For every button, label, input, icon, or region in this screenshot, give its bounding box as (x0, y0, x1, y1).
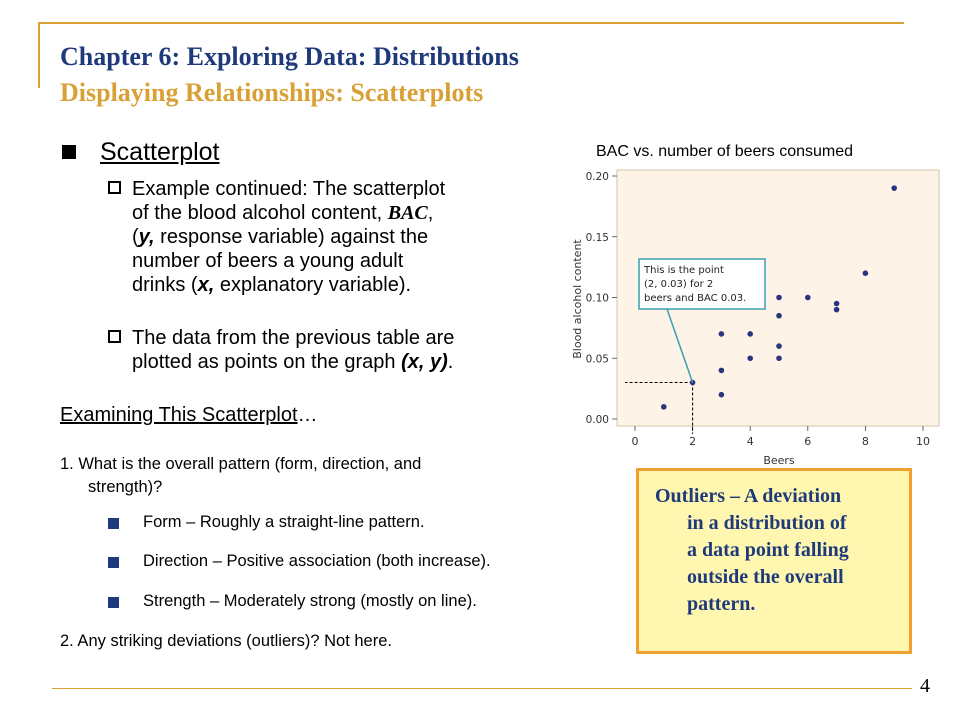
y-axis-label: Blood alcohol content (571, 239, 584, 359)
bullet-square (108, 518, 119, 529)
y-tick-label: 0.15 (585, 231, 609, 244)
strength-item: Strength – Moderately strong (mostly on line). (143, 592, 477, 610)
y-tick-label: 0.20 (585, 171, 609, 183)
y-tick-label: 0.10 (585, 292, 609, 305)
data-point (805, 295, 811, 301)
bullet-example-line4: number of beers a young adult (132, 250, 404, 272)
data-point (719, 392, 725, 398)
x-tick-label: 8 (861, 435, 869, 448)
x-tick-label: 4 (746, 435, 754, 448)
outlier-line3: a data point falling (687, 539, 849, 561)
question-1-line1: 1. What is the overall pattern (form, direction, and (60, 455, 422, 473)
data-point (776, 343, 782, 349)
y-tick-label: 0.00 (585, 414, 609, 426)
bullet-square (108, 557, 119, 568)
callout-text-line: beers and BAC 0.03. (644, 293, 747, 304)
page-number: 4 (920, 675, 930, 697)
data-point (776, 313, 782, 319)
x-tick-label: 6 (804, 435, 812, 448)
y-tick-label: 0.05 (585, 353, 609, 366)
data-point (834, 301, 840, 307)
direction-item: Direction – Positive association (both increase). (143, 552, 491, 570)
bullet-data-line2: plotted as points on the graph (x, y). (132, 351, 454, 373)
frame-left-rule (38, 22, 40, 88)
question-2: 2. Any striking deviations (outliers)? Not here. (60, 632, 392, 650)
outlier-line5: pattern. (687, 593, 756, 615)
data-point (776, 355, 782, 361)
bullet-square (108, 597, 119, 608)
checkbox-bullet-icon (108, 330, 121, 343)
x-axis-label: Beers (763, 454, 795, 467)
outlier-line1: Outliers – A deviation (655, 485, 842, 507)
examining-heading: Examining This Scatterplot… (60, 404, 318, 426)
outlier-line4: outside the overall (687, 566, 844, 588)
x-tick-label: 10 (916, 435, 930, 448)
section-heading: Scatterplot (100, 138, 220, 166)
x-tick-label: 0 (631, 435, 639, 448)
bullet-example (132, 177, 445, 297)
outlier-definition-text (655, 483, 905, 618)
scatter-chart-svg (565, 164, 950, 469)
checkbox-bullet-icon (108, 181, 121, 194)
slide-subtitle: Displaying Relationships: Scatterplots (60, 78, 484, 107)
outlier-line2: in a distribution of (687, 512, 847, 534)
question-1-line2: strength)? (88, 478, 163, 496)
bullet-example-line3: (y, response variable) against the (132, 226, 429, 248)
data-point (661, 404, 667, 410)
frame-top-rule (38, 22, 904, 24)
bullet-data (132, 326, 454, 374)
slide-title: Chapter 6: Exploring Data: Distributions (60, 42, 519, 71)
data-point (891, 185, 897, 191)
data-point (719, 368, 725, 374)
scatter-chart (565, 164, 950, 469)
data-point (834, 307, 840, 313)
bullet-example-line5: drinks (x, explanatory variable). (132, 274, 412, 296)
bullet-data-line1: The data from the previous table are (132, 327, 455, 349)
bullet-example-line1: Example continued: The scatterplot (132, 178, 446, 200)
outlier-definition-box (636, 468, 912, 654)
data-point (719, 331, 725, 337)
data-point (747, 331, 753, 337)
x-tick-label: 2 (689, 435, 697, 448)
callout-text-line: This is the point (644, 265, 724, 276)
chart-title: BAC vs. number of beers consumed (596, 143, 854, 160)
data-point (747, 355, 753, 361)
frame-bottom-rule (52, 688, 912, 689)
bullet-example-line2: of the blood alcohol content, BAC, (132, 202, 434, 224)
form-item: Form – Roughly a straight-line pattern. (143, 513, 425, 531)
callout-text-line: (2, 0.03) for 2 (644, 279, 714, 290)
data-point (776, 295, 782, 301)
bullet-square (62, 145, 76, 159)
data-point (863, 270, 869, 276)
